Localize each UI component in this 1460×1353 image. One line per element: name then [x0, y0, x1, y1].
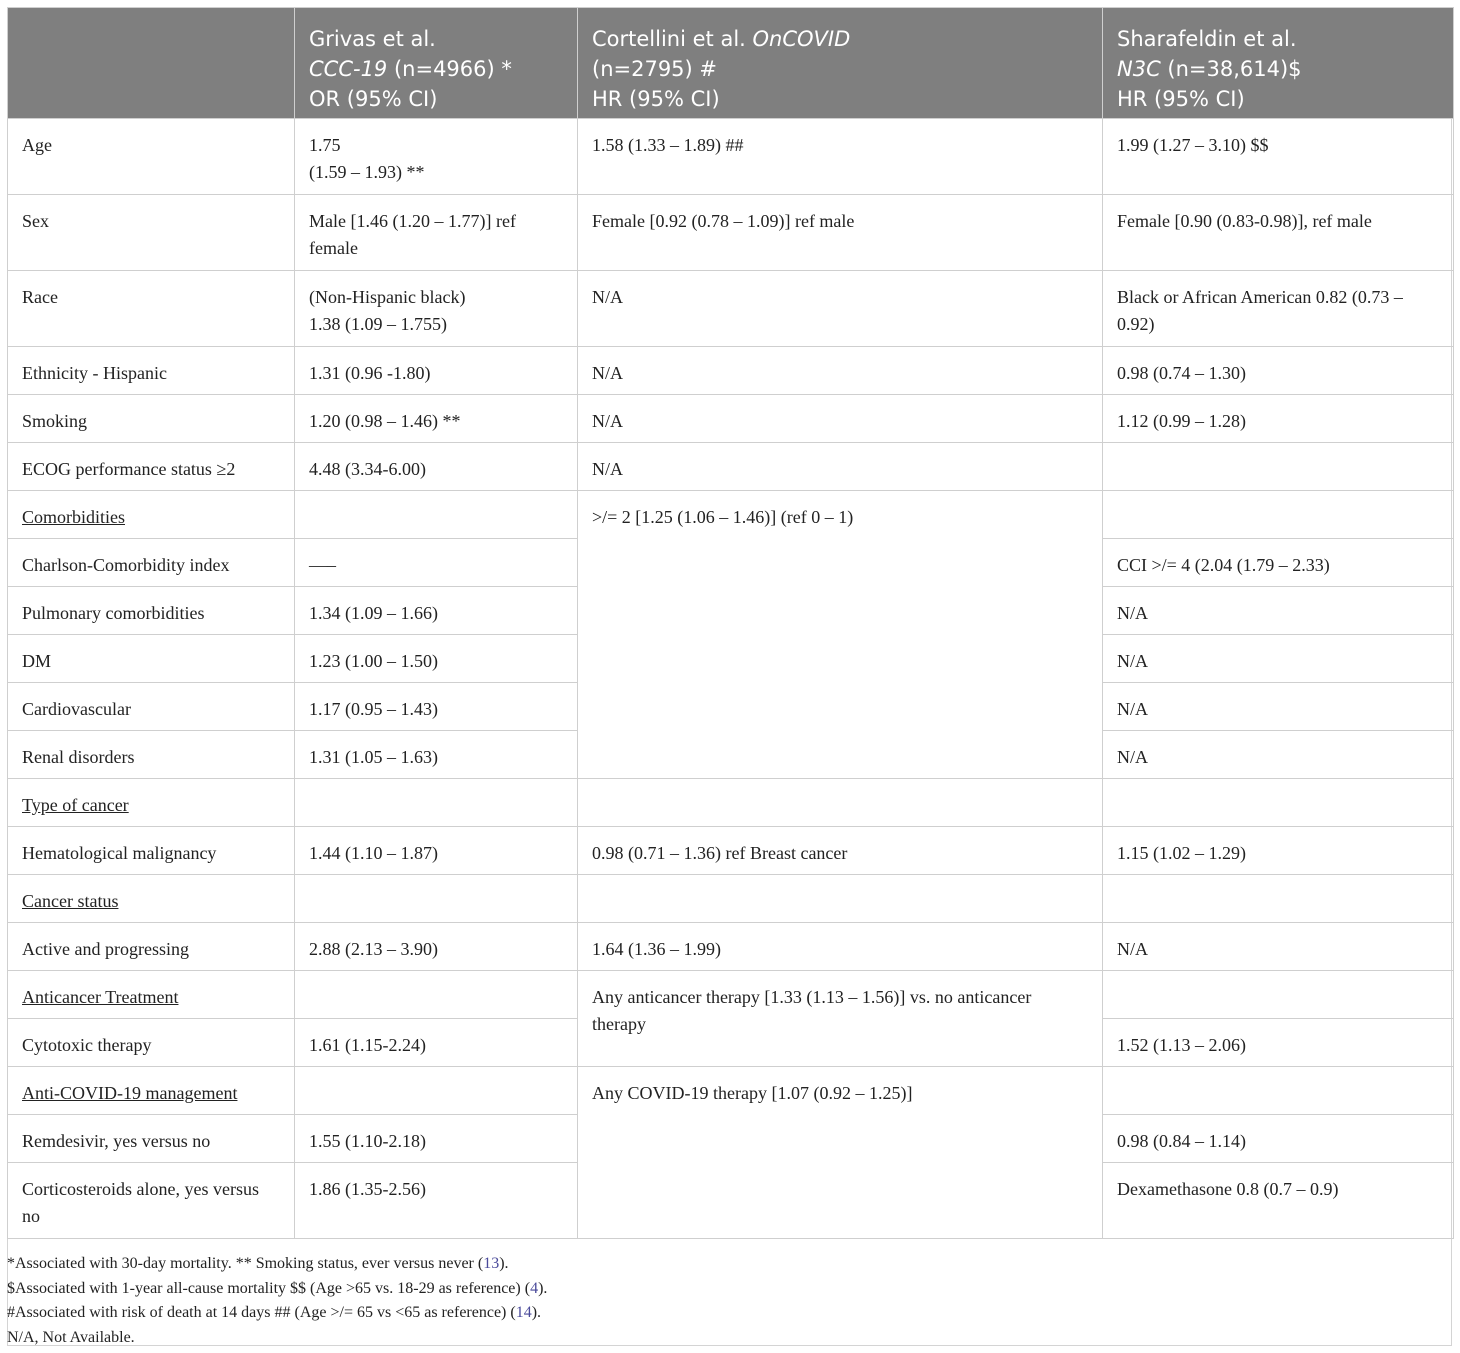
cell-cortellini: N/A [578, 347, 1103, 395]
cortellini-study: OnCOVID [752, 27, 851, 51]
footnote-text: #Associated with risk of death at 14 days ## (Age >/= 65 vs <65 as reference) ( [7, 1304, 516, 1321]
cell-sharafeldin: Female [0.90 (0.83-0.98)], ref male [1103, 195, 1454, 271]
sharafeldin-measure: HR (95% CI) [1117, 87, 1245, 111]
grivas-n: (n=4966) * [387, 57, 512, 81]
cell-text: (Non-Hispanic black) [309, 287, 466, 307]
row-label: Sex [8, 195, 295, 271]
cell-grivas: —– [295, 539, 578, 587]
row-label: Race [8, 271, 295, 347]
cell-cortellini: Female [0.92 (0.78 – 1.09)] ref male [578, 195, 1103, 271]
header-blank [8, 8, 295, 119]
cell-sharafeldin: N/A [1103, 923, 1454, 971]
section-label [8, 971, 295, 1019]
header-cortellini [578, 8, 1103, 119]
cell-sharafeldin: 1.15 (1.02 – 1.29) [1103, 827, 1454, 875]
table-footnotes [7, 1252, 1447, 1350]
cell-grivas: 1.31 (1.05 – 1.63) [295, 731, 578, 779]
row-label: Corticosteroids alone, yes versus no [8, 1163, 295, 1239]
section-label [8, 1067, 295, 1115]
cell-sharafeldin [1103, 779, 1454, 827]
table-row [8, 779, 1454, 827]
reference-link[interactable]: 13 [483, 1255, 500, 1272]
cell-grivas: 1.20 (0.98 – 1.46) ** [295, 395, 578, 443]
cell-cortellini: 0.98 (0.71 – 1.36) ref Breast cancer [578, 827, 1103, 875]
cell-grivas [295, 271, 578, 347]
cell-text: (1.59 – 1.93) ** [309, 162, 425, 182]
footnote [7, 1277, 1447, 1302]
cortellini-n: (n=2795) # [592, 57, 718, 81]
grivas-study: CCC-19 [309, 57, 388, 81]
footnote [7, 1252, 1447, 1277]
cell-sharafeldin: N/A [1103, 635, 1454, 683]
sharafeldin-author: Sharafeldin et al. [1117, 27, 1297, 51]
cell-grivas [295, 875, 578, 923]
cell-grivas [295, 971, 578, 1019]
cell-sharafeldin: 1.99 (1.27 – 3.10) $$ [1103, 119, 1454, 195]
cell-grivas: 1.44 (1.10 – 1.87) [295, 827, 578, 875]
cell-grivas: 1.23 (1.00 – 1.50) [295, 635, 578, 683]
table-row [8, 827, 1454, 875]
cell-cortellini: 1.58 (1.33 – 1.89) ## [578, 119, 1103, 195]
table-row [8, 443, 1454, 491]
cell-grivas: 2.88 (2.13 – 3.90) [295, 923, 578, 971]
cell-grivas: 1.31 (0.96 -1.80) [295, 347, 578, 395]
cell-sharafeldin [1103, 1067, 1454, 1115]
grivas-author: Grivas et al. [309, 27, 436, 51]
footnote-text: ). [531, 1304, 542, 1321]
row-label: ECOG performance status ≥2 [8, 443, 295, 491]
section-title: Comorbidities [22, 507, 125, 527]
header-row [8, 8, 1454, 119]
results-table [7, 7, 1454, 1239]
table-row [8, 119, 1454, 195]
cell-cortellini: 1.64 (1.36 – 1.99) [578, 923, 1103, 971]
cell-grivas: 1.86 (1.35-2.56) [295, 1163, 578, 1239]
cortellini-measure: HR (95% CI) [592, 87, 720, 111]
cell-grivas: 1.17 (0.95 – 1.43) [295, 683, 578, 731]
footnote-text: $Associated with 1-year all-cause mortality $$ (Age >65 vs. 18-29 as reference) ( [7, 1279, 531, 1297]
cell-sharafeldin: Black or African American 0.82 (0.73 – 0.92) [1103, 271, 1454, 347]
sharafeldin-study: N3C [1117, 57, 1161, 81]
table-row [8, 271, 1454, 347]
cell-grivas: Male [1.46 (1.20 – 1.77)] ref female [295, 195, 578, 271]
grivas-measure: OR (95% CI) [309, 87, 438, 111]
cell-sharafeldin: 1.12 (0.99 – 1.28) [1103, 395, 1454, 443]
cell-sharafeldin: N/A [1103, 731, 1454, 779]
row-label: DM [8, 635, 295, 683]
cell-sharafeldin [1103, 491, 1454, 539]
cell-sharafeldin: Dexamethasone 0.8 (0.7 – 0.9) [1103, 1163, 1454, 1239]
table-row [8, 395, 1454, 443]
row-label: Pulmonary comorbidities [8, 587, 295, 635]
cell-grivas [295, 779, 578, 827]
footnote [7, 1301, 1447, 1326]
row-label: Hematological malignancy [8, 827, 295, 875]
reference-link[interactable]: 4 [530, 1279, 539, 1297]
cell-sharafeldin [1103, 443, 1454, 491]
section-label [8, 875, 295, 923]
cell-cortellini: N/A [578, 395, 1103, 443]
section-title: Type of cancer [22, 795, 129, 815]
row-label: Charlson-Comorbidity index [8, 539, 295, 587]
row-label: Cytotoxic therapy [8, 1019, 295, 1067]
row-label: Cardiovascular [8, 683, 295, 731]
cell-grivas [295, 1067, 578, 1115]
cell-cortellini-merged: >/= 2 [1.25 (1.06 – 1.46)] (ref 0 – 1) [578, 491, 1103, 779]
section-title: Anticancer Treatment [22, 987, 179, 1007]
sharafeldin-n: (n=38,614)$ [1160, 57, 1302, 81]
cell-cortellini-merged: Any COVID-19 therapy [1.07 (0.92 – 1.25)] [578, 1067, 1103, 1239]
cell-sharafeldin: CCI >/= 4 (2.04 (1.79 – 2.33) [1103, 539, 1454, 587]
footnote-text: ). [499, 1255, 509, 1272]
cell-grivas [295, 491, 578, 539]
cell-sharafeldin: N/A [1103, 683, 1454, 731]
table-row [8, 491, 1454, 539]
cell-grivas [295, 119, 578, 195]
cell-sharafeldin [1103, 971, 1454, 1019]
header-grivas [295, 8, 578, 119]
cell-grivas: 1.34 (1.09 – 1.66) [295, 587, 578, 635]
cell-cortellini: N/A [578, 443, 1103, 491]
footnote-text: ). [538, 1279, 548, 1297]
section-title: Anti-COVID-19 management [22, 1083, 238, 1103]
table-row [8, 347, 1454, 395]
cell-sharafeldin: 1.52 (1.13 – 2.06) [1103, 1019, 1454, 1067]
footnote: N/A, Not Available. [7, 1328, 135, 1346]
cell-grivas: 1.61 (1.15-2.24) [295, 1019, 578, 1067]
row-label: Age [8, 119, 295, 195]
cell-cortellini [578, 779, 1103, 827]
row-label: Ethnicity - Hispanic [8, 347, 295, 395]
table-row [8, 971, 1454, 1019]
table-row [8, 195, 1454, 271]
cell-cortellini [578, 875, 1103, 923]
row-label: Active and progressing [8, 923, 295, 971]
cell-sharafeldin [1103, 875, 1454, 923]
cell-text: 1.75 [309, 135, 341, 155]
cell-sharafeldin: 0.98 (0.84 – 1.14) [1103, 1115, 1454, 1163]
footnote-text: *Associated with 30-day mortality. ** Smoking status, ever versus never ( [7, 1255, 484, 1272]
reference-link[interactable]: 14 [515, 1304, 532, 1321]
section-title: Cancer status [22, 891, 119, 911]
cell-grivas: 4.48 (3.34-6.00) [295, 443, 578, 491]
cell-sharafeldin: 0.98 (0.74 – 1.30) [1103, 347, 1454, 395]
section-label [8, 491, 295, 539]
header-sharafeldin [1103, 8, 1454, 119]
row-label: Remdesivir, yes versus no [8, 1115, 295, 1163]
section-label [8, 779, 295, 827]
table-row [8, 875, 1454, 923]
cell-sharafeldin: N/A [1103, 587, 1454, 635]
row-label: Smoking [8, 395, 295, 443]
cell-text: 1.38 (1.09 – 1.755) [309, 314, 447, 334]
table-row [8, 1067, 1454, 1115]
cortellini-author: Cortellini et al. [592, 27, 753, 51]
cell-cortellini-merged: Any anticancer therapy [1.33 (1.13 – 1.56)] vs. no anticancer therapy [578, 971, 1103, 1067]
cell-cortellini: N/A [578, 271, 1103, 347]
cell-grivas: 1.55 (1.10-2.18) [295, 1115, 578, 1163]
table-row [8, 923, 1454, 971]
row-label: Renal disorders [8, 731, 295, 779]
